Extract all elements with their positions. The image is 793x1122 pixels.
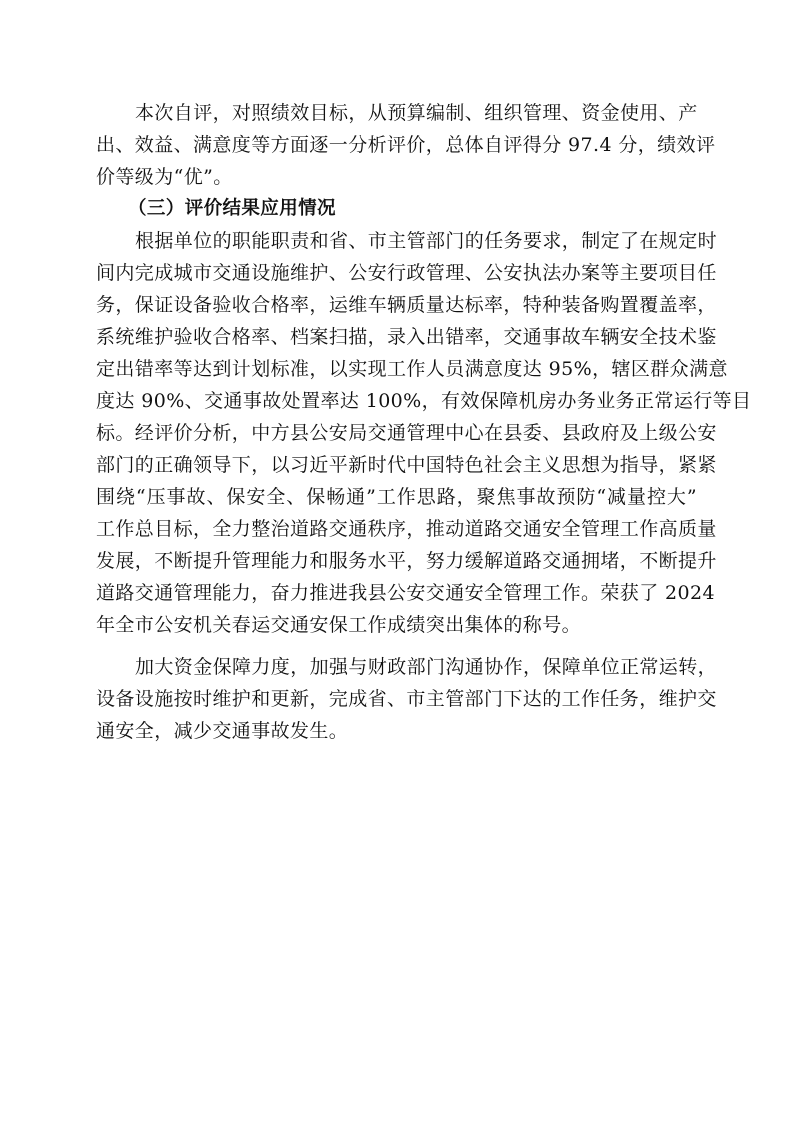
text-line: 道路交通管理能力，奋力推进我县公安交通安全管理工作。荣获了 2024 [96,582,715,604]
text-line: 出、效益、满意度等方面逐一分析评价，总体自评得分 97.4 分，绩效评 [96,134,716,156]
text-line: 标。经评价分析，中方县公安局交通管理中心在县委、县政府及上级公安 [96,422,717,444]
text-line: 本次自评，对照绩效目标，从预算编制、组织管理、资金使用、产 [135,102,698,124]
text-line: 围绕“压事故、保安全、保畅通”工作思路，聚焦事故预防“减量控大” [96,486,697,508]
paragraph-funding-guarantee [96,651,718,747]
paragraph-gap [96,641,697,651]
text-line: 加大资金保障力度，加强与财政部门沟通协作，保障单位正常运转， [135,656,718,678]
text-line: 通安全，减少交通事故发生。 [96,720,349,742]
text-line: 部门的正确领导下，以习近平新时代中国特色社会主义思想为指导，紧紧 [96,454,717,476]
text-line: 工作总目标，全力整治道路交通秩序，推动道路交通安全管理工作高质量 [96,518,717,540]
text-line: 设备设施按时维护和更新，完成省、市主管部门下达的工作任务，维护交 [96,688,717,710]
paragraph-self-evaluation [96,97,716,193]
document-body [96,97,752,747]
text-line: 务，保证设备验收合格率，运维车辆质量达标率，特种装备购置覆盖率， [96,294,717,316]
text-line: 系统维护验收合格率、档案扫描，录入出错率，交通事故车辆安全技术鉴 [96,326,717,348]
paragraph-result-application [96,225,752,641]
text-line: 间内完成城市交通设施维护、公安行政管理、公安执法办案等主要项目任 [96,262,717,284]
text-line: 价等级为“优”。 [96,166,233,188]
text-line: 定出错率等达到计划标准，以实现工作人员满意度达 95%，辖区群众满意 [96,358,728,380]
text-line: 年全市公安机关春运交通安保工作成绩突出集体的称号。 [96,614,582,636]
text-line: 发展，不断提升管理能力和服务水平，努力缓解道路交通拥堵，不断提升 [96,550,717,572]
section-heading: （三）评价结果应用情况 [128,198,336,219]
text-line: 根据单位的职能职责和省、市主管部门的任务要求，制定了在规定时 [135,230,718,252]
text-line: 度达 90%、交通事故处置率达 100%，有效保障机房办务业务正常运行等目 [96,390,752,412]
